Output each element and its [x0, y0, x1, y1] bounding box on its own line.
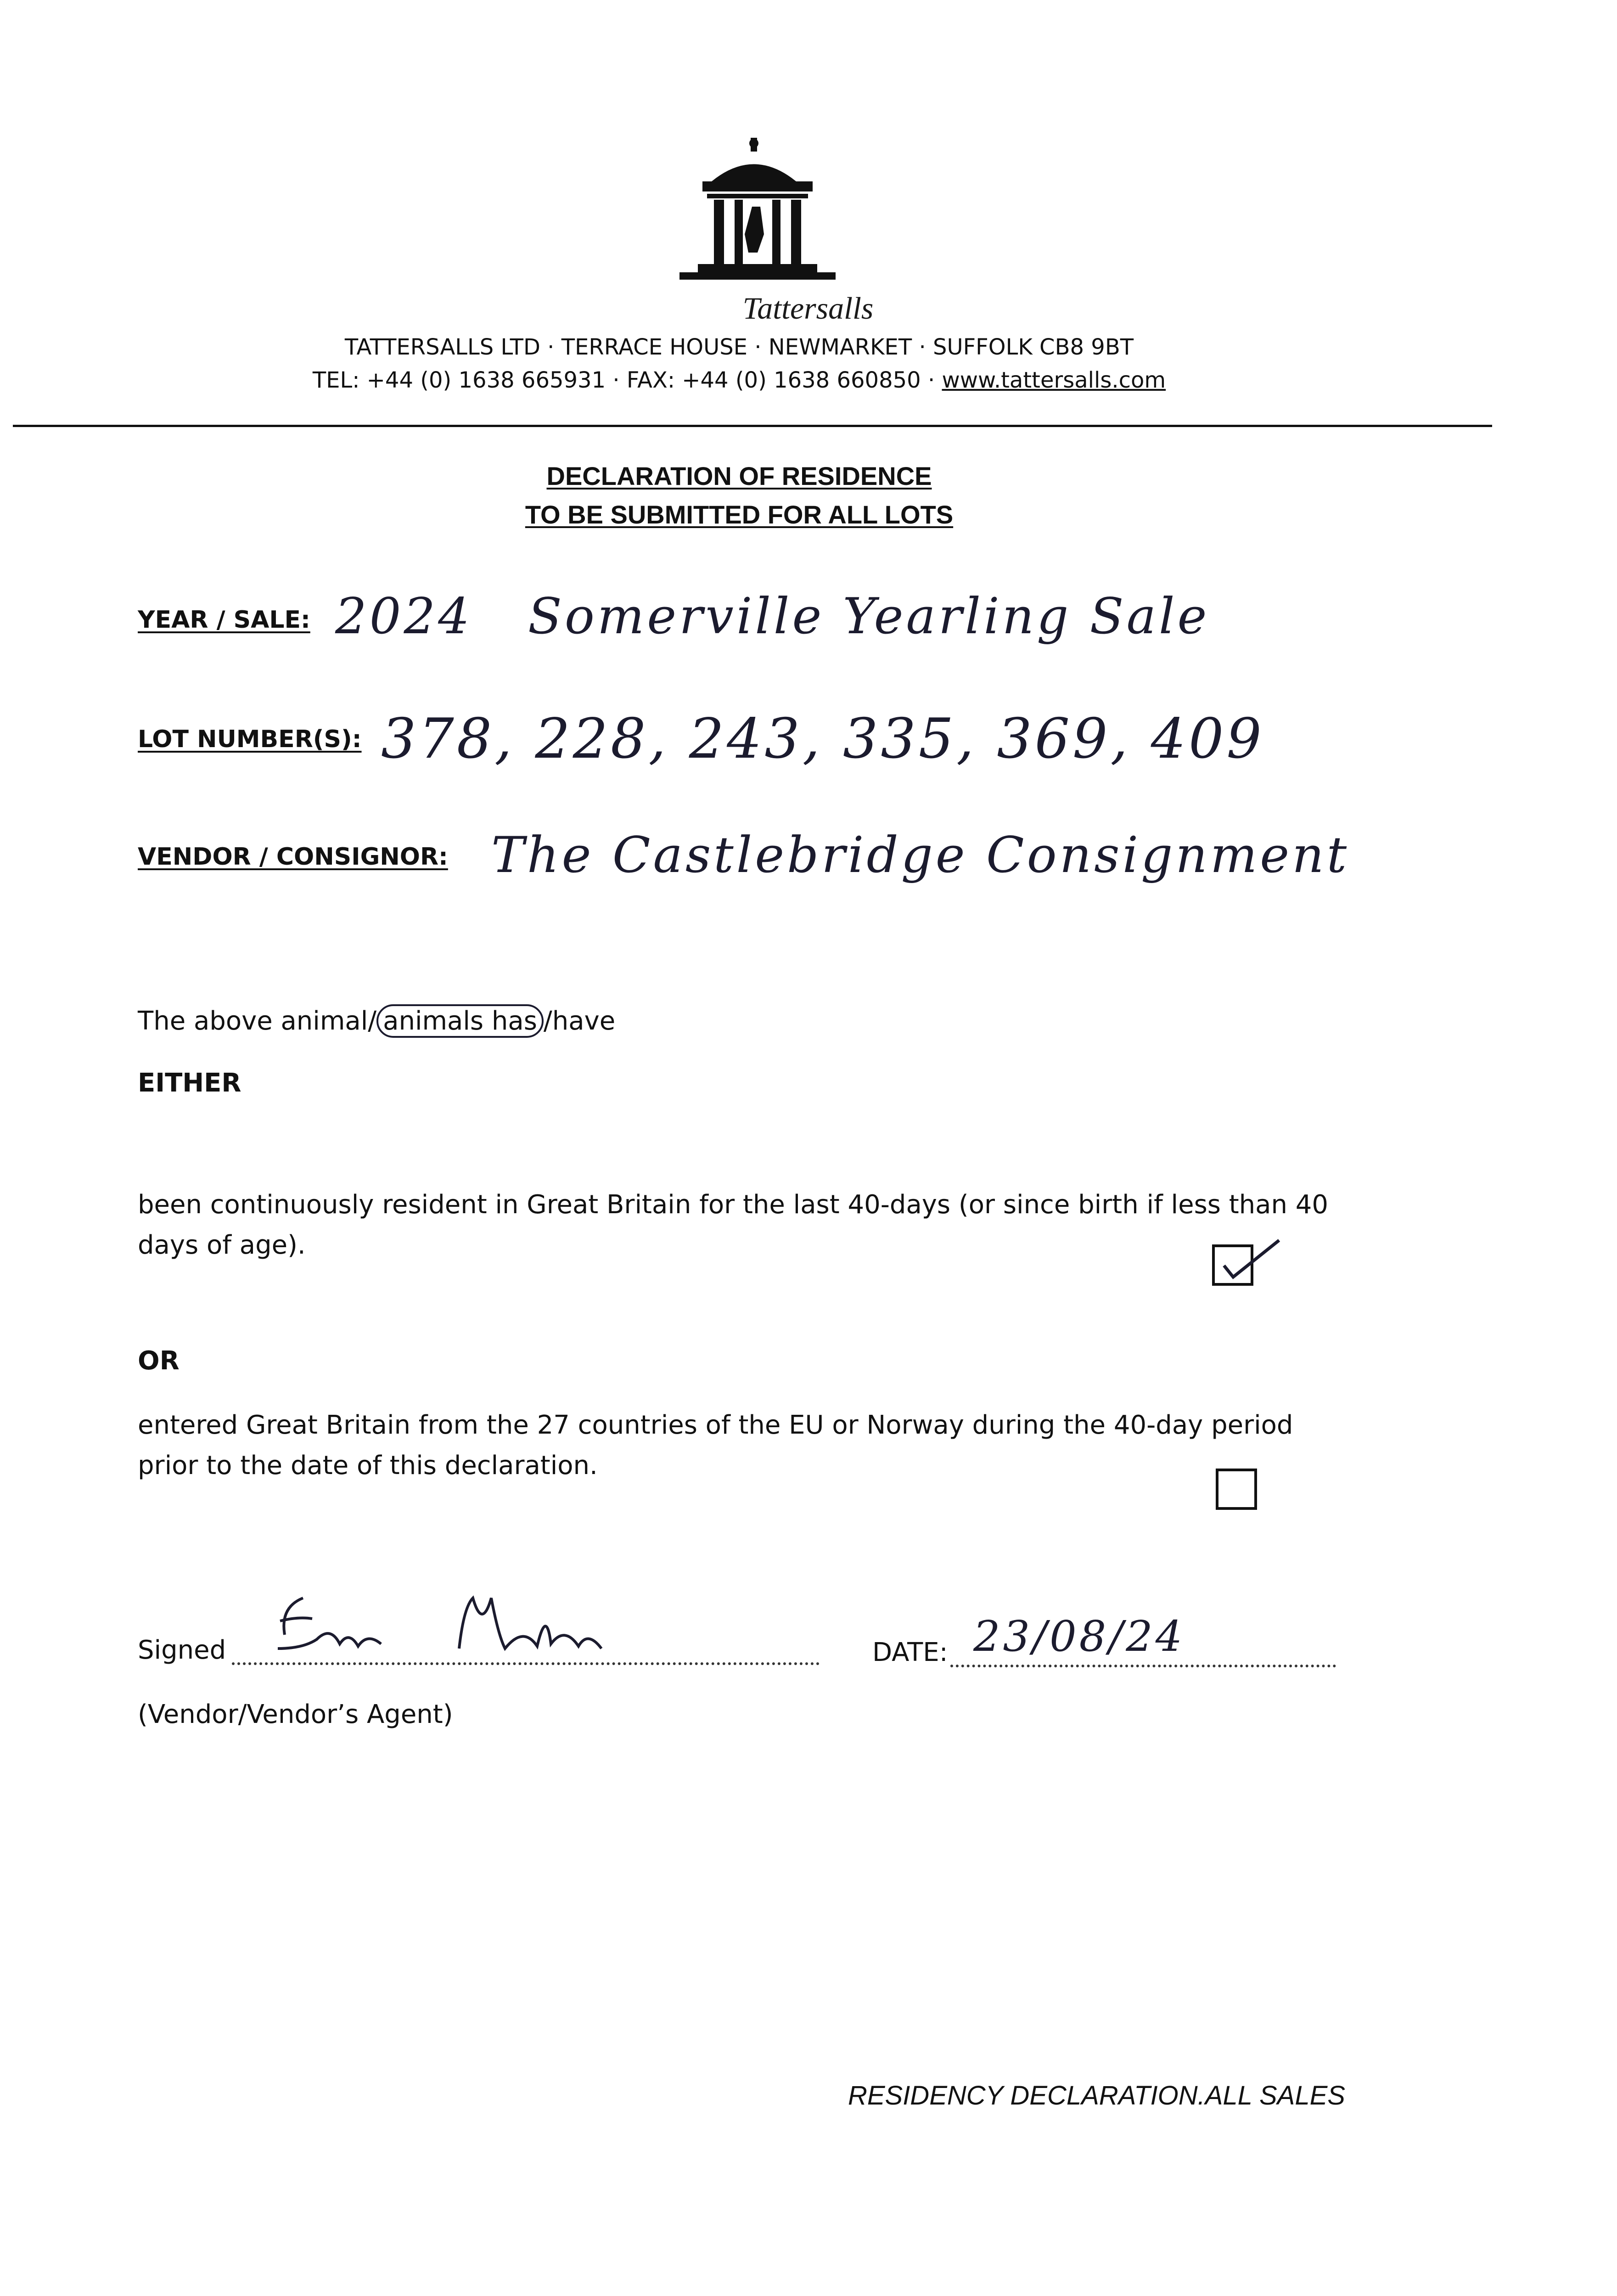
checkmark-icon: [1215, 1233, 1293, 1284]
handwritten-signature: [266, 1580, 615, 1667]
signed-label: Signed: [138, 1635, 226, 1665]
year-sale-value[interactable]: 2024 Somerville Yearling Sale: [335, 588, 1210, 645]
website-link[interactable]: www.tattersalls.com: [942, 367, 1166, 393]
intro-prefix: The above animal/: [138, 1006, 377, 1036]
page-title: [413, 457, 1065, 534]
signer-role: (Vendor/Vendor’s Agent): [138, 1699, 453, 1729]
year-sale-label: YEAR / SALE:: [138, 606, 310, 634]
tattersalls-logo: [670, 138, 845, 289]
lot-numbers-value[interactable]: 378, 228, 243, 335, 369, 409: [381, 707, 1264, 771]
header-divider: [13, 425, 1492, 427]
intro-circled: animals has: [376, 1004, 544, 1038]
option-2-text: entered Great Britain from the 27 countries of the EU or Norway during the 40-day period prior to the date of this declaration.: [138, 1410, 1293, 1480]
or-heading: OR: [138, 1346, 180, 1376]
vendor-value[interactable]: The Castlebridge Consignment: [491, 827, 1350, 884]
form-footer: RESIDENCY DECLARATION.ALL SALES: [848, 2081, 1345, 2110]
intro-suffix: /have: [543, 1006, 616, 1036]
date-label: DATE:: [872, 1638, 948, 1667]
company-address: [184, 331, 1295, 397]
title-line-1: DECLARATION OF RESIDENCE: [546, 461, 932, 490]
option-1-text: been continuously resident in Great Britain for the last 40-days (or since birth if less than 40 days of age).: [138, 1190, 1329, 1260]
either-heading: EITHER: [138, 1068, 241, 1098]
brand-name: Tattersalls: [742, 291, 874, 326]
address-line: TATTERSALLS LTD · TERRACE HOUSE · NEWMARKET · SUFFOLK CB8 9BT: [344, 334, 1134, 360]
contact-line: [184, 364, 1295, 397]
option-2-checkbox[interactable]: [1216, 1469, 1257, 1510]
statement-intro: [138, 1001, 615, 1041]
lot-numbers-label: LOT NUMBER(S):: [138, 726, 362, 753]
date-value[interactable]: 23/08/24: [973, 1612, 1185, 1661]
contact-phone-fax: TEL: +44 (0) 1638 665931 · FAX: +44 (0) 1638 660850 ·: [312, 367, 942, 393]
title-line-2: TO BE SUBMITTED FOR ALL LOTS: [525, 500, 954, 529]
vendor-label: VENDOR / CONSIGNOR:: [138, 843, 448, 871]
option-1-checkbox[interactable]: [1212, 1244, 1253, 1286]
